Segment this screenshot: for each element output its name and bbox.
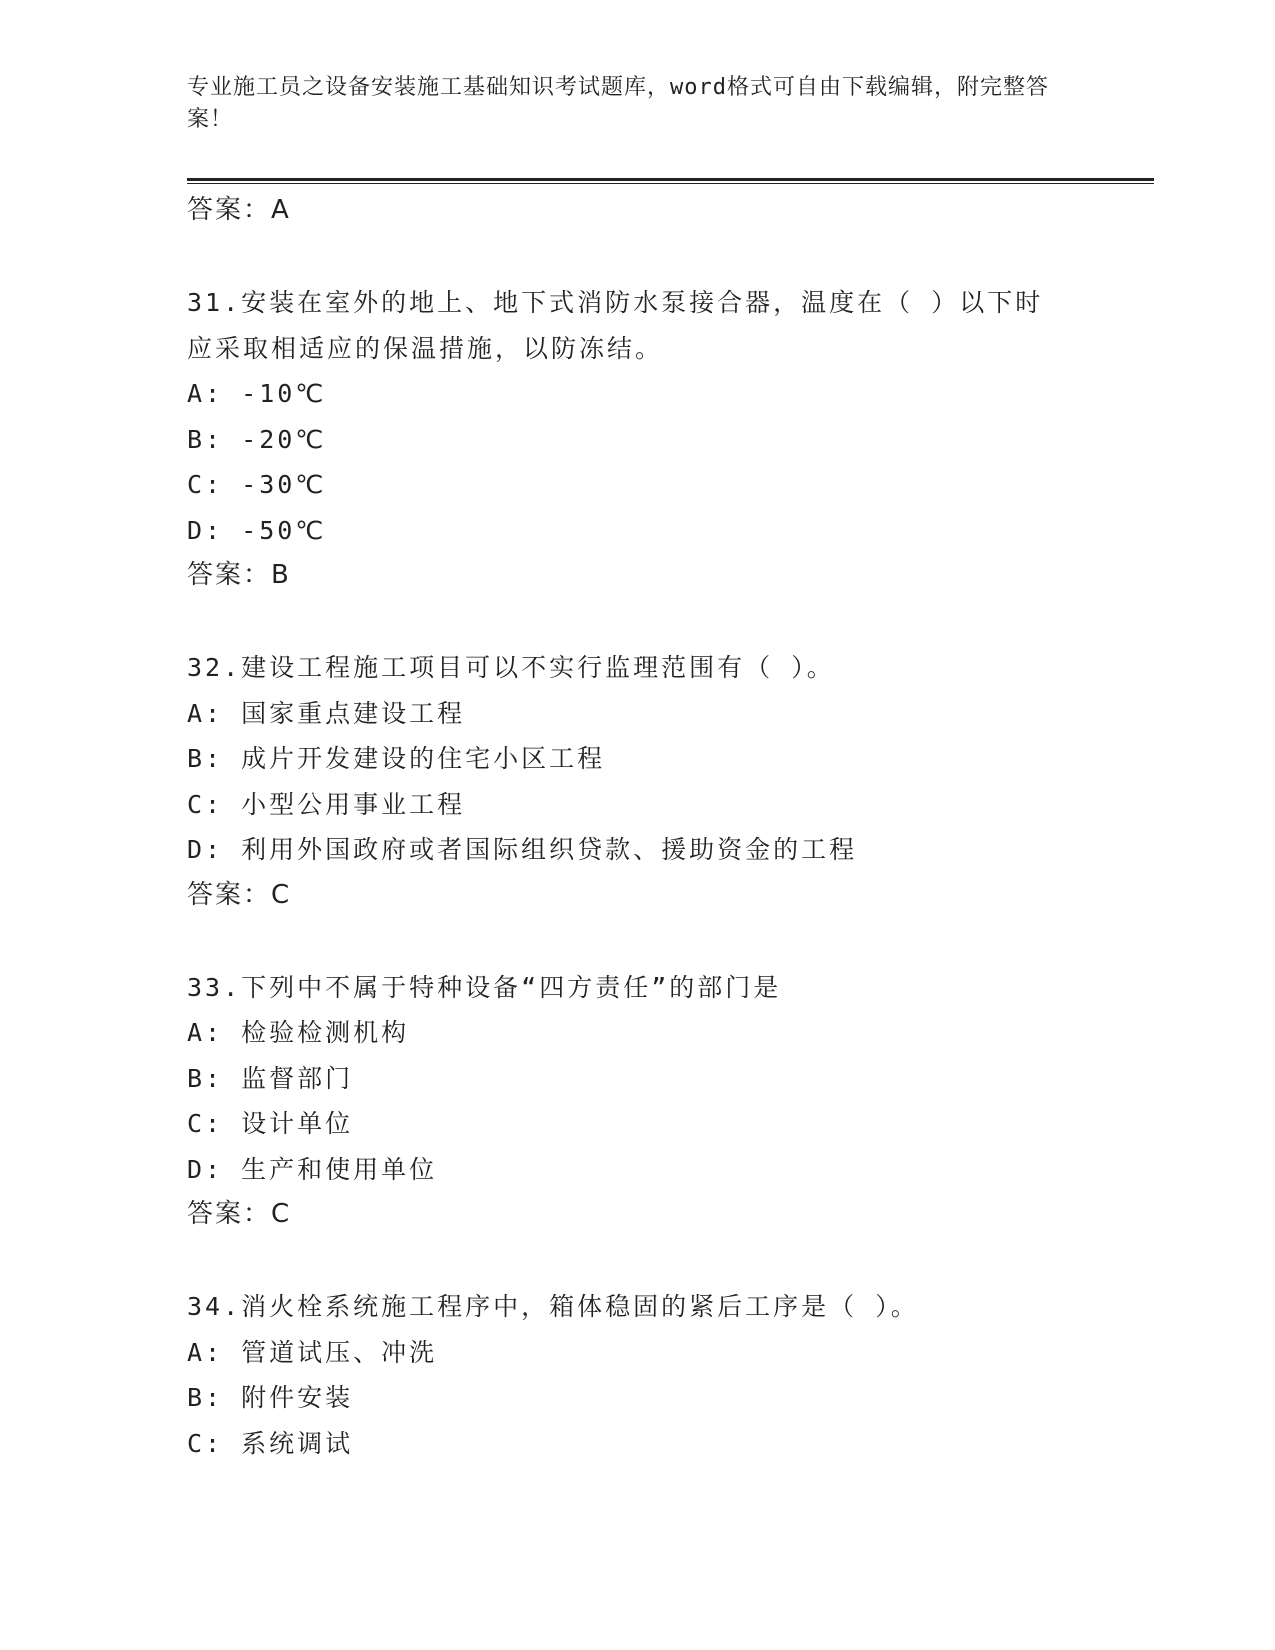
question-31 — [187, 280, 1087, 598]
option-b: B: 监督部门 — [187, 1063, 354, 1093]
question-stem: 33.下列中不属于特种设备“四方责任”的部门是 — [187, 972, 782, 1002]
option-a: A: -10℃ — [187, 379, 327, 408]
option-b: B: -20℃ — [187, 424, 327, 454]
option-a: A: 管道试压、冲洗 — [187, 1337, 438, 1367]
option-a: A: 检验检测机构 — [187, 1018, 410, 1047]
spacer — [187, 598, 1087, 645]
answer: 答案：B — [187, 560, 291, 590]
option-b: B: 附件安装 — [187, 1383, 354, 1412]
document-header: 专业施工员之设备安装施工基础知识考试题库，word格式可自由下载编辑，附完整答案！ — [187, 75, 1049, 132]
option-c: C: 设计单位 — [187, 1109, 354, 1138]
option-a: A: 国家重点建设工程 — [187, 698, 466, 728]
option-b: B: 成片开发建设的住宅小区工程 — [187, 744, 606, 773]
header-rule-thick — [187, 178, 1154, 181]
question-stem: 32.建设工程施工项目可以不实行监理范围有（ ）。 — [187, 653, 835, 682]
question-stem-continued: 应采取相适应的保温措施，以防冻结。 — [187, 333, 664, 363]
option-c: C: -30℃ — [187, 470, 327, 499]
question-33 — [187, 965, 1087, 1238]
spacer — [187, 1237, 1087, 1284]
option-c: C: 小型公用事业工程 — [187, 789, 466, 819]
option-d: D: -50℃ — [187, 515, 327, 545]
option-d: D: 利用外国政府或者国际组织贷款、援助资金的工程 — [187, 835, 858, 864]
option-d: D: 生产和使用单位 — [187, 1154, 438, 1184]
question-stem: 34.消火栓系统施工程序中，箱体稳固的紧后工序是（ ）。 — [187, 1292, 919, 1321]
header-rule-thin — [187, 183, 1154, 184]
spacer — [187, 918, 1087, 965]
question-32 — [187, 645, 1087, 918]
option-c: C: 系统调试 — [187, 1428, 354, 1458]
spacer — [187, 233, 1087, 280]
answer: 答案：C — [187, 879, 292, 910]
question-stem: 31.安装在室外的地上、地下式消防水泵接合器，温度在（ ）以下时 — [187, 288, 1044, 317]
question-34 — [187, 1284, 1087, 1466]
answer: 答案：C — [187, 1199, 292, 1229]
previous-answer: 答案：A — [187, 195, 291, 225]
question-list — [187, 188, 1087, 1466]
